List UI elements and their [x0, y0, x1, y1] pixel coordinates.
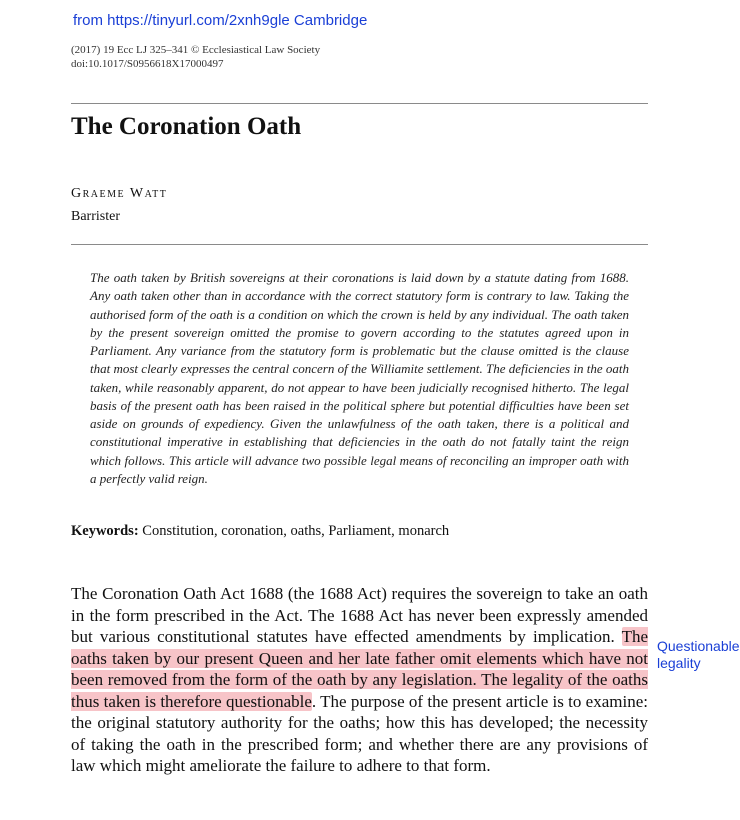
margin-annotation[interactable]: Questionable legality — [657, 638, 740, 671]
doi-line: doi:10.1017/S0956618X17000497 — [71, 58, 224, 70]
keywords-value: Constitution, coronation, oaths, Parliament, monarch — [142, 523, 450, 539]
article-title: The Coronation Oath — [71, 113, 302, 140]
keywords-label: Keywords: — [71, 523, 139, 539]
top-divider — [71, 103, 648, 104]
citation-line: (2017) 19 Ecc LJ 325–341 © Ecclesiastical Law Society — [71, 44, 321, 56]
author-affiliation: Barrister — [71, 209, 120, 224]
author-name: Graeme Watt — [71, 186, 168, 201]
body-text-after: . The purpose of the present article is to examine: the original statutory authority for the oaths; how this has developed; the necessity of taking the oath in the prescribed form; and whether there are any provisions of law which might ameliorate the failure to adhere to that form. — [71, 691, 648, 775]
keywords — [71, 523, 449, 540]
citation-block — [71, 43, 320, 71]
body-text-before: The Coronation Oath Act 1688 (the 1688 Act) requires the sovereign to take an oath in the form prescribed in the Act. The 1688 Act has never been expressly amended but various constitutional statutes have effected amendments by implication. — [71, 584, 648, 646]
source-link[interactable]: from https://tinyurl.com/2xnh9gle Cambridge — [73, 12, 368, 29]
highlighted-passage[interactable]: The oaths taken by our present Queen and her late father omit elements which have not been removed from the form of the oath by any legislation. The legality of the oaths thus taken is therefore questionable — [71, 627, 648, 711]
abstract-divider — [71, 244, 648, 245]
body-paragraph — [71, 583, 648, 777]
abstract: The oath taken by British sovereigns at their coronations is laid down by a statute dating from 1688. Any oath taken other than in accordance with the correct statutory form is contrary to law. Taking the authorised form of the oath is a condition on which the crown is held by any individual. The oath taken by the present sovereign omitted the promise to govern according to the statutes agreed upon in Parliament. Any variance from the statutory form is problematic but the clause omitted is the clause that most clearly expresses the central concern of the Williamite settlement. The deficiencies in the oath taken, while reasonably apparent, do not appear to have been judicially recognised hitherto. The legal basis of the present oath has been raised in the political sphere but potential difficulties have been set aside on grounds of expediency. Given the unlawfulness of the oath taken, there is a political and constitutional imperative in establishing that deficiencies in the oath do not fatally taint the reign which follows. This article will advance two possible legal means of reconciling an improper oath with a perfectly valid reign. — [90, 270, 629, 486]
